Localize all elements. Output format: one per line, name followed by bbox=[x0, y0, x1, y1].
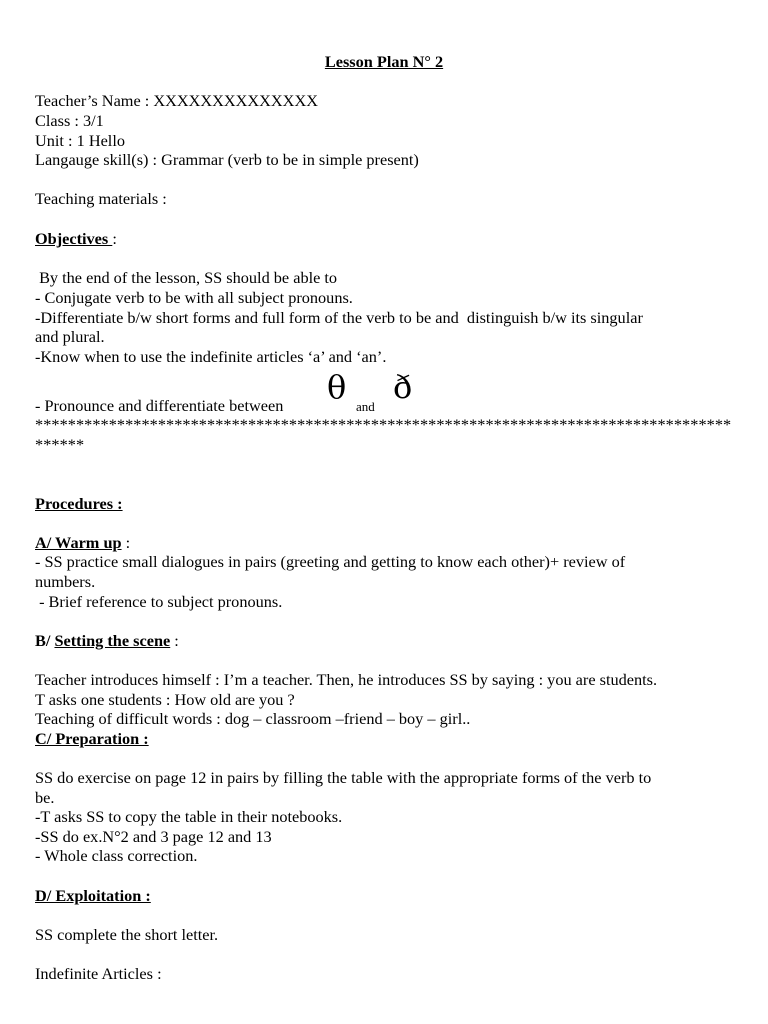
objectives-title: Objectives bbox=[35, 229, 113, 248]
procedures-heading bbox=[35, 494, 123, 514]
objectives-colon: : bbox=[112, 229, 117, 248]
and-word: and bbox=[356, 399, 375, 414]
preparation-line: -T asks SS to copy the table in their notebooks. bbox=[35, 807, 343, 826]
eth-symbol: ð bbox=[393, 368, 413, 406]
scene-line: T asks one students : How old are you ? bbox=[35, 690, 295, 709]
scene-line: Teaching of difficult words : dog – classroom –friend – boy – girl.. bbox=[35, 709, 471, 728]
separator-line: ******************************************************************************************* bbox=[35, 415, 732, 454]
objective-item: and plural. bbox=[35, 327, 105, 346]
teacher-name: Teacher’s Name : XXXXXXXXXXXXXX bbox=[35, 91, 318, 110]
objectives-intro: By the end of the lesson, SS should be able to bbox=[35, 268, 338, 287]
scene-prefix: B/ bbox=[35, 631, 55, 650]
preparation-line: - Whole class correction. bbox=[35, 846, 198, 865]
procedures-title: Procedures : bbox=[35, 494, 123, 513]
preparation-title: C/ Preparation : bbox=[35, 729, 149, 748]
warmup-title: A/ Warm up bbox=[35, 533, 122, 552]
preparation-line: SS do exercise on page 12 in pairs by filling the table with the appropriate forms of the verb to bbox=[35, 768, 652, 787]
class-info: Class : 3/1 bbox=[35, 111, 104, 130]
objective-item: -Know when to use the indefinite articles ‘a’ and ‘an’. bbox=[35, 347, 387, 366]
warmup-colon: : bbox=[121, 533, 131, 552]
preparation-line: be. bbox=[35, 788, 55, 807]
warmup-line: numbers. bbox=[35, 572, 96, 591]
exploitation-title: D/ Exploitation : bbox=[35, 886, 151, 905]
teaching-materials: Teaching materials : bbox=[35, 189, 167, 208]
objectives-heading bbox=[35, 229, 117, 249]
unit-info: Unit : 1 Hello bbox=[35, 131, 125, 150]
language-skill: Langauge skill(s) : Grammar (verb to be in simple present) bbox=[35, 150, 419, 169]
warmup-heading bbox=[35, 533, 130, 553]
warmup-line: - SS practice small dialogues in pairs (greeting and getting to know each other)+ review of bbox=[35, 552, 626, 571]
pronounce-objective: - Pronounce and differentiate between bbox=[35, 396, 284, 415]
scene-line: Teacher introduces himself : I’m a teacher. Then, he introduces SS by saying : you are students. bbox=[35, 670, 658, 689]
scene-title: Setting the scene bbox=[54, 631, 171, 650]
objective-item: -Differentiate b/w short forms and full form of the verb to be and distinguish b/w its singular bbox=[35, 308, 643, 327]
scene-colon: : bbox=[170, 631, 179, 650]
objective-item: - Conjugate verb to be with all subject pronouns. bbox=[35, 288, 353, 307]
exploitation-line: Indefinite Articles : bbox=[35, 964, 162, 983]
scene-heading bbox=[35, 631, 179, 651]
preparation-heading bbox=[35, 729, 149, 749]
warmup-line: - Brief reference to subject pronouns. bbox=[35, 592, 283, 611]
exploitation-heading bbox=[35, 886, 151, 906]
preparation-line: -SS do ex.N°2 and 3 page 12 and 13 bbox=[35, 827, 272, 846]
document-title: Lesson Plan N° 2 bbox=[324, 52, 444, 71]
theta-symbol: θ bbox=[327, 368, 347, 406]
exploitation-line: SS complete the short letter. bbox=[35, 925, 219, 944]
